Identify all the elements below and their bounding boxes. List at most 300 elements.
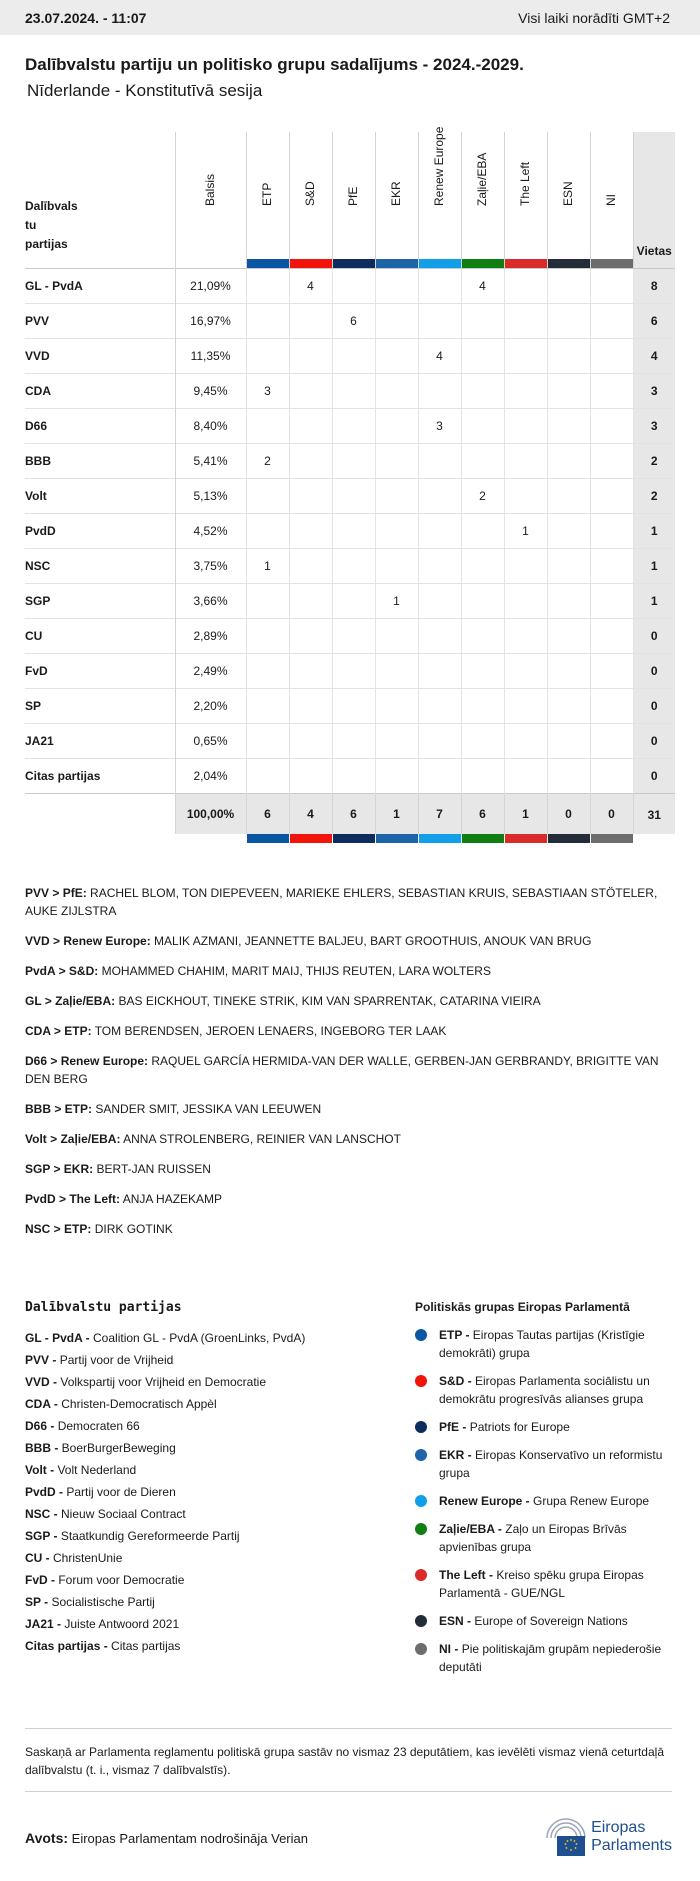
group-seat-cell bbox=[418, 688, 461, 723]
group-seat-cell bbox=[289, 758, 332, 793]
party-legend-item: BBB - BoerBurgerBeweging bbox=[25, 1441, 176, 1455]
votes-cell: 3,66% bbox=[175, 583, 246, 618]
source-text: Eiropas Parlamentam nodrošināja Verian bbox=[71, 1831, 308, 1846]
group-seat-cell bbox=[504, 723, 547, 758]
member-names: SANDER SMIT, JESSIKA VAN LEEUWEN bbox=[95, 1102, 322, 1116]
votes-cell: 16,97% bbox=[175, 303, 246, 338]
table-row bbox=[25, 303, 675, 338]
group-seat-cell bbox=[547, 303, 590, 338]
group-seat-cell bbox=[590, 408, 633, 443]
votes-cell: 0,65% bbox=[175, 723, 246, 758]
group-column-header: ESN bbox=[547, 132, 590, 268]
member-list-item bbox=[25, 1052, 670, 1088]
party-column-header: Dalībvals tu partijas bbox=[25, 198, 78, 251]
group-seat-cell bbox=[461, 443, 504, 478]
page-subtitle: Nīderlande - Konstitutīvā sesija bbox=[27, 81, 263, 100]
votes-cell: 9,45% bbox=[175, 373, 246, 408]
group-seat-cell bbox=[375, 618, 418, 653]
party-name-cell: SP bbox=[25, 688, 175, 723]
member-list-item bbox=[25, 1130, 670, 1148]
party-legend-item: Volt - Volt Nederland bbox=[25, 1463, 137, 1477]
distribution-table-wrap bbox=[25, 126, 675, 834]
table-row bbox=[25, 338, 675, 373]
member-list-item bbox=[25, 1160, 670, 1178]
totals-group-cell: 0 bbox=[590, 793, 633, 834]
group-color-bar bbox=[333, 259, 375, 268]
group-seat-cell bbox=[289, 688, 332, 723]
group-seat-cell bbox=[246, 723, 289, 758]
totals-group-cell: 6 bbox=[332, 793, 375, 834]
group-seat-cell bbox=[289, 338, 332, 373]
seats-cell: 6 bbox=[633, 303, 675, 338]
group-seat-cell bbox=[418, 618, 461, 653]
group-seat-cell bbox=[547, 408, 590, 443]
seats-cell: 2 bbox=[633, 443, 675, 478]
member-list-item bbox=[25, 1022, 670, 1040]
group-seat-cell bbox=[289, 583, 332, 618]
group-seat-cell bbox=[547, 758, 590, 793]
votes-cell: 5,13% bbox=[175, 478, 246, 513]
group-seat-cell bbox=[418, 478, 461, 513]
group-seat-cell bbox=[332, 443, 375, 478]
totals-group-cell: 6 bbox=[246, 793, 289, 834]
group-seat-cell bbox=[375, 443, 418, 478]
group-seat-cell bbox=[504, 443, 547, 478]
group-seat-cell bbox=[504, 548, 547, 583]
group-seat-cell bbox=[375, 723, 418, 758]
group-color-bar bbox=[290, 834, 332, 843]
member-route: VVD > Renew Europe: bbox=[25, 934, 151, 948]
group-seat-cell bbox=[504, 268, 547, 303]
group-seat-cell bbox=[375, 268, 418, 303]
group-column-header: PfE bbox=[332, 132, 375, 268]
group-seat-cell bbox=[504, 758, 547, 793]
group-seat-cell bbox=[289, 653, 332, 688]
group-seat-cell bbox=[547, 338, 590, 373]
group-color-dot-icon bbox=[415, 1495, 427, 1507]
group-legend-item: EKR - Eiropas Konservatīvo un reformistu grupa bbox=[415, 1446, 685, 1482]
group-seat-cell bbox=[590, 583, 633, 618]
group-seat-cell bbox=[418, 723, 461, 758]
group-color-bar bbox=[419, 259, 461, 268]
group-color-bar bbox=[591, 834, 633, 843]
votes-cell: 4,52% bbox=[175, 513, 246, 548]
group-seat-cell bbox=[418, 373, 461, 408]
group-seat-cell: 6 bbox=[332, 303, 375, 338]
group-seat-cell bbox=[289, 373, 332, 408]
table-row bbox=[25, 443, 675, 478]
table-row bbox=[25, 723, 675, 758]
group-legend-item: PfE - Patriots for Europe bbox=[415, 1418, 685, 1436]
group-seat-cell bbox=[461, 618, 504, 653]
group-seat-cell bbox=[289, 478, 332, 513]
party-name-cell: CU bbox=[25, 618, 175, 653]
group-seat-cell bbox=[375, 478, 418, 513]
group-seat-cell bbox=[418, 758, 461, 793]
timestamp: 23.07.2024. - 11:07 bbox=[25, 9, 147, 26]
group-color-bar bbox=[548, 834, 590, 843]
member-names: DIRK GOTINK bbox=[94, 1222, 173, 1236]
table-row bbox=[25, 478, 675, 513]
member-names: ANJA HAZEKAMP bbox=[122, 1192, 223, 1206]
party-legend-item: CU - ChristenUnie bbox=[25, 1551, 123, 1565]
totals-group-cell: 1 bbox=[504, 793, 547, 834]
group-seat-cell bbox=[461, 723, 504, 758]
group-seat-cell bbox=[289, 548, 332, 583]
group-column-header: EKR bbox=[375, 132, 418, 268]
group-seat-cell bbox=[332, 723, 375, 758]
group-color-bar bbox=[247, 259, 289, 268]
group-seat-cell bbox=[332, 583, 375, 618]
group-color-bar bbox=[247, 834, 289, 843]
votes-cell: 5,41% bbox=[175, 443, 246, 478]
group-seat-cell: 4 bbox=[418, 338, 461, 373]
group-seat-cell bbox=[332, 338, 375, 373]
group-seat-cell bbox=[504, 478, 547, 513]
seats-cell: 1 bbox=[633, 513, 675, 548]
group-color-bar bbox=[419, 834, 461, 843]
member-route: GL > Zaļie/EBA: bbox=[25, 994, 116, 1008]
group-column-header: ETP bbox=[246, 132, 289, 268]
group-seat-cell: 3 bbox=[246, 373, 289, 408]
group-seat-cell bbox=[418, 443, 461, 478]
member-list-item bbox=[25, 962, 670, 980]
seats-cell: 0 bbox=[633, 758, 675, 793]
member-names: RACHEL BLOM, TON DIEPEVEEN, MARIEKE EHLERS, SEBASTIAN KRUIS, SEBASTIAAN STÖTELER, AUKE ZIJLSTRA bbox=[25, 886, 658, 918]
group-seat-cell bbox=[246, 758, 289, 793]
member-list-item bbox=[25, 884, 670, 920]
group-seat-cell bbox=[547, 583, 590, 618]
party-legend-item: FvD - Forum voor Democratie bbox=[25, 1573, 185, 1587]
group-seat-cell bbox=[461, 758, 504, 793]
member-names: ANNA STROLENBERG, REINIER VAN LANSCHOT bbox=[123, 1132, 401, 1146]
group-legend-item: NI - Pie politiskajām grupām nepiederošie deputāti bbox=[415, 1640, 685, 1676]
group-seat-cell bbox=[375, 548, 418, 583]
group-seat-cell bbox=[547, 478, 590, 513]
votes-cell: 3,75% bbox=[175, 548, 246, 583]
votes-cell: 8,40% bbox=[175, 408, 246, 443]
member-names: TOM BERENDSEN, JEROEN LENAERS, INGEBORG TER LAAK bbox=[94, 1024, 447, 1038]
group-seat-cell bbox=[289, 408, 332, 443]
group-legend-item: ETP - Eiropas Tautas partijas (Kristīgie demokrāti) grupa bbox=[415, 1326, 685, 1362]
group-legend bbox=[415, 1300, 685, 1686]
seats-cell: 8 bbox=[633, 268, 675, 303]
legends bbox=[25, 1300, 700, 1686]
group-seat-cell bbox=[504, 338, 547, 373]
group-seat-cell bbox=[504, 303, 547, 338]
group-seat-cell bbox=[418, 548, 461, 583]
group-color-bar bbox=[376, 259, 418, 268]
party-legend-title: Dalībvalstu partijas bbox=[25, 1300, 182, 1315]
group-seat-cell bbox=[547, 688, 590, 723]
group-seat-cell bbox=[418, 303, 461, 338]
group-seat-cell bbox=[332, 478, 375, 513]
member-route: BBB > ETP: bbox=[25, 1102, 93, 1116]
group-seat-cell: 2 bbox=[246, 443, 289, 478]
totals-group-cell: 6 bbox=[461, 793, 504, 834]
party-name-cell: JA21 bbox=[25, 723, 175, 758]
group-legend-item: Zaļie/EBA - Zaļo un Eiropas Brīvās apvienības grupa bbox=[415, 1520, 685, 1556]
group-seat-cell: 3 bbox=[418, 408, 461, 443]
totals-group-cell: 7 bbox=[418, 793, 461, 834]
group-color-dot-icon bbox=[415, 1569, 427, 1581]
group-seat-cell: 1 bbox=[504, 513, 547, 548]
logo-line-2: Parlaments bbox=[591, 1837, 672, 1854]
group-seat-cell: 1 bbox=[375, 583, 418, 618]
group-seat-cell bbox=[375, 688, 418, 723]
group-color-dot-icon bbox=[415, 1523, 427, 1535]
group-seat-cell bbox=[375, 373, 418, 408]
group-color-bar bbox=[290, 259, 332, 268]
group-seat-cell bbox=[461, 583, 504, 618]
logo-line-1: Eiropas bbox=[591, 1819, 646, 1836]
group-seat-cell bbox=[590, 618, 633, 653]
table-row bbox=[25, 618, 675, 653]
group-color-bar bbox=[505, 834, 547, 843]
group-seat-cell bbox=[289, 303, 332, 338]
totals-seats-cell: 31 bbox=[633, 793, 675, 834]
party-legend-item: JA21 - Juiste Antwoord 2021 bbox=[25, 1617, 180, 1631]
group-column-header: The Left bbox=[504, 132, 547, 268]
group-seat-cell bbox=[289, 513, 332, 548]
group-seat-cell bbox=[289, 443, 332, 478]
group-seat-cell bbox=[504, 653, 547, 688]
group-seat-cell bbox=[332, 548, 375, 583]
group-seat-cell bbox=[547, 618, 590, 653]
group-color-dot-icon bbox=[415, 1329, 427, 1341]
table-row bbox=[25, 268, 675, 303]
party-legend-item: SGP - Staatkundig Gereformeerde Partij bbox=[25, 1529, 240, 1543]
group-seat-cell bbox=[246, 583, 289, 618]
votes-cell: 2,20% bbox=[175, 688, 246, 723]
member-names: BAS EICKHOUT, TINEKE STRIK, KIM VAN SPARRENTAK, CATARINA VIEIRA bbox=[118, 994, 541, 1008]
group-legend-item: ESN - Europe of Sovereign Nations bbox=[415, 1612, 685, 1630]
seats-cell: 0 bbox=[633, 618, 675, 653]
group-legend-item: Renew Europe - Grupa Renew Europe bbox=[415, 1492, 685, 1510]
group-seat-cell bbox=[547, 513, 590, 548]
group-color-bar bbox=[591, 259, 633, 268]
group-seat-cell: 1 bbox=[246, 548, 289, 583]
party-legend bbox=[25, 1300, 415, 1686]
group-color-bar bbox=[548, 259, 590, 268]
group-legend-item: S&D - Eiropas Parlamenta sociālistu un demokrātu progresīvās alianses grupa bbox=[415, 1372, 685, 1408]
group-seat-cell bbox=[590, 373, 633, 408]
member-list-item bbox=[25, 932, 670, 950]
party-name-cell: GL - PvdA bbox=[25, 268, 175, 303]
party-legend-item: PVV - Partij voor de Vrijheid bbox=[25, 1353, 174, 1367]
group-seat-cell bbox=[246, 303, 289, 338]
seats-cell: 0 bbox=[633, 723, 675, 758]
table-row bbox=[25, 408, 675, 443]
seats-cell: 2 bbox=[633, 478, 675, 513]
group-seat-cell bbox=[332, 653, 375, 688]
member-list-item bbox=[25, 1220, 670, 1238]
table-row bbox=[25, 688, 675, 723]
seats-column-header: Vietas bbox=[633, 132, 675, 268]
member-names: BERT-JAN RUISSEN bbox=[96, 1162, 211, 1176]
group-seat-cell bbox=[547, 268, 590, 303]
group-seat-cell bbox=[332, 513, 375, 548]
table-row bbox=[25, 513, 675, 548]
group-seat-cell bbox=[418, 583, 461, 618]
group-color-bar bbox=[462, 834, 504, 843]
group-seat-cell bbox=[461, 373, 504, 408]
group-seat-cell bbox=[590, 688, 633, 723]
member-route: D66 > Renew Europe: bbox=[25, 1054, 149, 1068]
table-row bbox=[25, 373, 675, 408]
footer bbox=[25, 1791, 672, 1881]
group-seat-cell bbox=[504, 688, 547, 723]
group-seat-cell bbox=[289, 723, 332, 758]
party-name-cell: Citas partijas bbox=[25, 758, 175, 793]
member-route: NSC > ETP: bbox=[25, 1222, 92, 1236]
group-seat-cell bbox=[504, 583, 547, 618]
party-name-cell: BBB bbox=[25, 443, 175, 478]
group-seat-cell bbox=[590, 478, 633, 513]
group-seat-cell bbox=[375, 303, 418, 338]
group-seat-cell bbox=[375, 338, 418, 373]
member-names: RAQUEL GARCÍA HERMIDA-VAN DER WALLE, GERBEN-JAN GERBRANDY, BRIGITTE VAN DEN BERG bbox=[25, 1054, 659, 1086]
group-seat-cell bbox=[461, 548, 504, 583]
group-seat-cell bbox=[461, 408, 504, 443]
seats-cell: 1 bbox=[633, 548, 675, 583]
group-seat-cell bbox=[461, 653, 504, 688]
group-seat-cell bbox=[590, 653, 633, 688]
group-seat-cell bbox=[504, 373, 547, 408]
member-list-item bbox=[25, 1190, 670, 1208]
party-name-cell: PvdD bbox=[25, 513, 175, 548]
seats-cell: 3 bbox=[633, 373, 675, 408]
group-seat-cell bbox=[375, 513, 418, 548]
seats-cell: 1 bbox=[633, 583, 675, 618]
group-color-dot-icon bbox=[415, 1421, 427, 1433]
group-column-header: Zaļie/EBA bbox=[461, 132, 504, 268]
group-seat-cell bbox=[590, 443, 633, 478]
seats-cell: 0 bbox=[633, 688, 675, 723]
source bbox=[25, 1830, 308, 1846]
group-column-header: S&D bbox=[289, 132, 332, 268]
group-legend-item: The Left - Kreiso spēku grupa Eiropas Parlamentā - GUE/NGL bbox=[415, 1566, 685, 1602]
group-seat-cell bbox=[590, 303, 633, 338]
party-name-cell: NSC bbox=[25, 548, 175, 583]
totals-group-cell: 0 bbox=[547, 793, 590, 834]
distribution-table bbox=[25, 126, 675, 834]
table-row bbox=[25, 583, 675, 618]
seats-cell: 3 bbox=[633, 408, 675, 443]
party-name-cell: SGP bbox=[25, 583, 175, 618]
party-name-cell: FvD bbox=[25, 653, 175, 688]
group-seat-cell bbox=[375, 758, 418, 793]
party-legend-item: D66 - Democraten 66 bbox=[25, 1419, 140, 1433]
group-seat-cell bbox=[590, 513, 633, 548]
member-list-item bbox=[25, 992, 670, 1010]
party-legend-item: SP - Socialistische Partij bbox=[25, 1595, 155, 1609]
group-color-bar bbox=[462, 259, 504, 268]
group-seat-cell bbox=[289, 618, 332, 653]
group-color-bar bbox=[505, 259, 547, 268]
group-seat-cell bbox=[504, 618, 547, 653]
totals-votes-cell: 100,00% bbox=[175, 793, 246, 834]
party-legend-item: GL - PvdA - Coalition GL - PvdA (GroenLinks, PvdA) bbox=[25, 1331, 306, 1345]
group-seat-cell bbox=[461, 338, 504, 373]
group-seat-cell bbox=[547, 373, 590, 408]
group-seat-cell bbox=[461, 303, 504, 338]
votes-cell: 11,35% bbox=[175, 338, 246, 373]
totals-blank-cell bbox=[25, 793, 175, 834]
top-bar bbox=[0, 0, 700, 35]
timezone-note: Visi laiki norādīti GMT+2 bbox=[518, 9, 670, 26]
group-color-bar bbox=[333, 834, 375, 843]
group-seat-cell bbox=[547, 443, 590, 478]
european-parliament-logo-icon bbox=[545, 1816, 587, 1858]
totals-group-cell: 4 bbox=[289, 793, 332, 834]
party-legend-item: VVD - Volkspartij voor Vrijheid en Democratie bbox=[25, 1375, 267, 1389]
party-legend-item: NSC - Nieuw Sociaal Contract bbox=[25, 1507, 186, 1521]
group-color-dot-icon bbox=[415, 1643, 427, 1655]
group-legend-title: Politiskās grupas Eiropas Parlamentā bbox=[415, 1300, 630, 1314]
group-seat-cell bbox=[246, 618, 289, 653]
group-seat-cell bbox=[332, 373, 375, 408]
group-seat-cell bbox=[375, 653, 418, 688]
source-label: Avots: bbox=[25, 1830, 69, 1846]
party-name-cell: Volt bbox=[25, 478, 175, 513]
group-seat-cell bbox=[332, 618, 375, 653]
group-seat-cell bbox=[418, 268, 461, 303]
group-column-header: NI bbox=[590, 132, 633, 268]
member-names: MALIK AZMANI, JEANNETTE BALJEU, BART GROOTHUIS, ANOUK VAN BRUG bbox=[154, 934, 592, 948]
party-name-cell: D66 bbox=[25, 408, 175, 443]
group-seat-cell: 2 bbox=[461, 478, 504, 513]
votes-cell: 2,89% bbox=[175, 618, 246, 653]
group-seat-cell bbox=[547, 723, 590, 758]
group-seat-cell bbox=[246, 408, 289, 443]
party-legend-item: PvdD - Partij voor de Dieren bbox=[25, 1485, 176, 1499]
member-route: SGP > EKR: bbox=[25, 1162, 94, 1176]
group-seat-cell bbox=[375, 408, 418, 443]
group-seat-cell bbox=[246, 513, 289, 548]
group-seat-cell bbox=[547, 548, 590, 583]
group-seat-cell bbox=[418, 653, 461, 688]
party-legend-item: Citas partijas - Citas partijas bbox=[25, 1639, 181, 1653]
votes-cell: 2,04% bbox=[175, 758, 246, 793]
group-seat-cell bbox=[590, 548, 633, 583]
group-seat-cell bbox=[418, 513, 461, 548]
party-name-cell: PVV bbox=[25, 303, 175, 338]
party-legend-item: CDA - Christen-Democratisch Appèl bbox=[25, 1397, 217, 1411]
totals-group-cell: 1 bbox=[375, 793, 418, 834]
votes-column-header: Balsis bbox=[175, 132, 246, 268]
group-color-dot-icon bbox=[415, 1615, 427, 1627]
group-seat-cell bbox=[504, 408, 547, 443]
member-list bbox=[25, 884, 670, 1238]
member-list-item bbox=[25, 1100, 670, 1118]
european-parliament-logo bbox=[545, 1816, 672, 1858]
group-seat-cell bbox=[332, 758, 375, 793]
group-color-dot-icon bbox=[415, 1449, 427, 1461]
group-seat-cell bbox=[590, 268, 633, 303]
seats-cell: 0 bbox=[633, 653, 675, 688]
votes-cell: 2,49% bbox=[175, 653, 246, 688]
group-seat-cell bbox=[246, 338, 289, 373]
group-seat-cell bbox=[461, 513, 504, 548]
party-name-cell: CDA bbox=[25, 373, 175, 408]
group-seat-cell bbox=[590, 723, 633, 758]
member-route: PVV > PfE: bbox=[25, 886, 87, 900]
table-row bbox=[25, 653, 675, 688]
table-row bbox=[25, 758, 675, 793]
member-names: MOHAMMED CHAHIM, MARIT MAIJ, THIJS REUTEN, LARA WOLTERS bbox=[101, 964, 491, 978]
group-seat-cell bbox=[332, 688, 375, 723]
